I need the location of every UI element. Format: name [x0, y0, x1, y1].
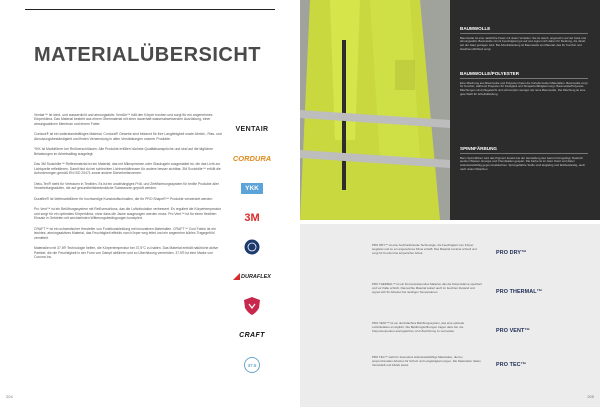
- oeko-tex-icon: [244, 239, 260, 255]
- tech-text: PRO THERMAL™ ist ein thermoisolierendes Material, das die Körperwärme speichert und vor Kälte schützt. Das leichte Material isoliert auch im feuchten Zustand und eignet sich für Arbeiten bei niedrigen Temperaturen.: [372, 282, 482, 294]
- ventair-logo: VENTAIR: [235, 125, 269, 133]
- tech-text: PRO TEC™ steht für besonders widerstandsfähige Materialien, die bei anspruchsvollen Arbeiten für Schutz und Langlebigkeit sorgen. Die Materialien halten Verschleiß und Abrieb stand.: [372, 355, 481, 367]
- paragraph-duraflex: Duraflex® ist Weltmarktführer für hochwertige Kunststoffschnallen, die für PRO ShapeR™ Produkte verwendet werden.: [34, 196, 214, 201]
- section-heading: BAUMWOLLE: [460, 26, 588, 34]
- 3m-logo: 3M: [244, 211, 260, 224]
- pro-vent-logo: PRO VENT™: [496, 328, 530, 334]
- section-spinnfaerbung: [460, 146, 588, 172]
- top-rule: [25, 9, 275, 10]
- tech-text: PRO VENT™ ist ein durchdachtes Belüftungssystem, das eine optimale Luftzirkulation ermöglicht. Die Belüftungsöffnungen tragen dazu bei, die Körpertemperatur auszugleichen und Überhitzung zu vermeiden.: [372, 321, 465, 333]
- tech-row-pro-tec: [372, 356, 562, 396]
- paragraph-3m: Das 3M Scotchlite™ Reflexmaterial ist ein Material, das mit Mikroprismen oder Glaskugeln ausgestattet ist, die das Licht zur Lichtquelle reflektieren. Damit bist du bei schlechten Lichtverhältnissen für andere besser sichtbar. 3M Scotchlite™ erfüllt die Anforderungen gemäß EN ISO 20471 sowie andere Sicherheitsnormen.: [34, 162, 221, 176]
- page-number-right: 205: [587, 394, 594, 399]
- page-number-left: 204: [6, 394, 13, 399]
- tech-row-pro-dry: [372, 244, 562, 284]
- tech-text: PRO DRY™ ist eine hochfunktionelle Technologie, die Feuchtigkeit vom Körper wegleitet und so ein angenehmes Klima schafft. Das Material trocknet schnell und sorgt für Komfort bei körperlicher Arbeit.: [372, 243, 477, 255]
- duraflex-icon: [233, 273, 240, 280]
- duraflex-logo: DURAFLEX: [224, 266, 280, 288]
- paragraph-oeko-tex: Oeko-Tex® steht für Vertrauen in Textilien. Es ist ein unabhängiges Prüf- und Zertifizierungssystem für textile Produkte aller Verarbeitungsstufen, die auf gesundheitsbedenkliche Substanzen geprüft werden.: [34, 181, 219, 191]
- paragraph-ykk: YKK ist Marktführer bei Reißverschlüssen. Alle Produkte erfüllen höchste Qualitätsansprüche und sind auf die täglichen Belastungen im Arbeitsalltag ausgelegt.: [34, 147, 214, 156]
- shield-icon: [244, 297, 260, 315]
- craft-logo: CRAFT: [239, 332, 265, 339]
- pro-vent-logo: [224, 295, 280, 317]
- section-text: Baumwolle ist eine natürliche Faser mit vielen Vorteilen. Sie ist weich, angenehm auf der Haut und atmungsaktiv. Baumwolle nimmt Feuchtigkeit gut auf und eignet sich daher für Kleidung, die direkt auf der Haut getragen wird. Bei Arbeitskleidung ist Baumwolle ein Material, das für Komfort und Hautfreundlichkeit sorgt.: [460, 35, 586, 51]
- tech-row-pro-thermal: [372, 283, 562, 323]
- brand-logos: [224, 118, 280, 384]
- pro-tec-logo: PRO TEC™: [496, 362, 527, 368]
- paragraph-37-5: Materialien mit 37.5® Technologie helfen, die Körpertemperatur bei 37,5°C zu halten. Das Material enthält natürliche aktive Partikel, die die Feuchtigkeit in der Form von Dampf abführen und so Überhitzung vermeiden. 37.5® ist eine Marke von Cocona Inc.: [34, 246, 219, 260]
- section-heading: BAUMWOLLE/POLYESTER: [460, 71, 588, 79]
- ykk-logo: YKK: [224, 177, 280, 199]
- page-title: MATERIALÜBERSICHT: [34, 44, 262, 66]
- paragraph-cordura: Cordura® ist ein widerstandsfähiges Material. Cordura® Gewebe sind bekannt für ihre Langlebigkeit sowie Abrieb-, Riss- und Abnutzungsbeständigkeit und finden Verwendung in allen Verstärkungen unserer Produkte.: [34, 132, 222, 141]
- 37-5-logo: 37.5: [224, 354, 280, 376]
- section-heading: SPINNFÄRBUNG: [460, 146, 588, 154]
- paragraph-ventair: Ventair™ ist wind- und wasserdicht und atmungsaktiv. VentAir™ hält den Körper trocken und sorgt für ein angenehmes Körperklima. Das Material besteht aus einem Obermaterial mit einer dauerhaft wasserabweisenden Ausrüstung, einer atmungsaktiven Membran und einem Futter.: [34, 113, 213, 126]
- pro-thermal-logo: PRO THERMAL™: [496, 289, 543, 295]
- section-text: Beim Spinnfärben wird das Pigment bereits bei der Herstellung des Garns hinzugefügt. Dadurch werden Wasser, Energie und Chemikalien gespart. Die Farbe ist im Garn fixiert und daher widerstandsfähig gegen Ausbleichen. Spinngefärbte Stoffe sind langlebig und farbbeständig, auch nach vielen Wäschen.: [460, 155, 586, 171]
- section-baumwolle: [460, 26, 588, 52]
- paragraph-craft: CRAFT™ ist ein schwedischer Hersteller von Funktionskleidung mit innovativen Materialien. CRAFT™ Cool Fabric ist ein leichtes, atmungsaktives Material, das Feuchtigkeit effektiv vom Körper weg leitet und ein angenehm kühles Tragegefühl vermittelt.: [34, 226, 216, 240]
- oeko-tex-logo: [224, 236, 280, 258]
- section-baumwolle-polyester: [460, 71, 588, 97]
- section-text: Eine Mischung aus Baumwolle und Polyester bietet die Vorteile beider Materialien. Baumwolle sorgt für Komfort, während Polyester für Festigkeit und Strapazierfähigkeit sorgt. Baumwolle/Polyester-Mischungen sind pflegeleicht und schrumpfen weniger als reine Baumwolle. Die Mischung ist eine gute Wahl für Arbeitskleidung.: [460, 80, 588, 96]
- pro-dry-logo: PRO DRY™: [496, 250, 527, 256]
- paragraph-pro-vent: Pro Vent™ ist ein Belüftungssystem mit Reißverschluss, das die Luftzirkulation verbessert. Es reguliert die Körpertemperatur und sorgt für ein optimales Körperklima, ohne dass die Jacke ausgezogen werden muss. Pro Vent™ ist für einen flexiblen Einsatz in Gebieten mit wechselnden Witterungsbedingungen konzipiert.: [34, 207, 221, 221]
- jacket-photo: [300, 0, 450, 220]
- body-text: [34, 113, 224, 266]
- hi-vis-jacket-image: [300, 0, 450, 220]
- cordura-logo: CORDURA: [232, 154, 272, 163]
- right-page: [300, 0, 600, 407]
